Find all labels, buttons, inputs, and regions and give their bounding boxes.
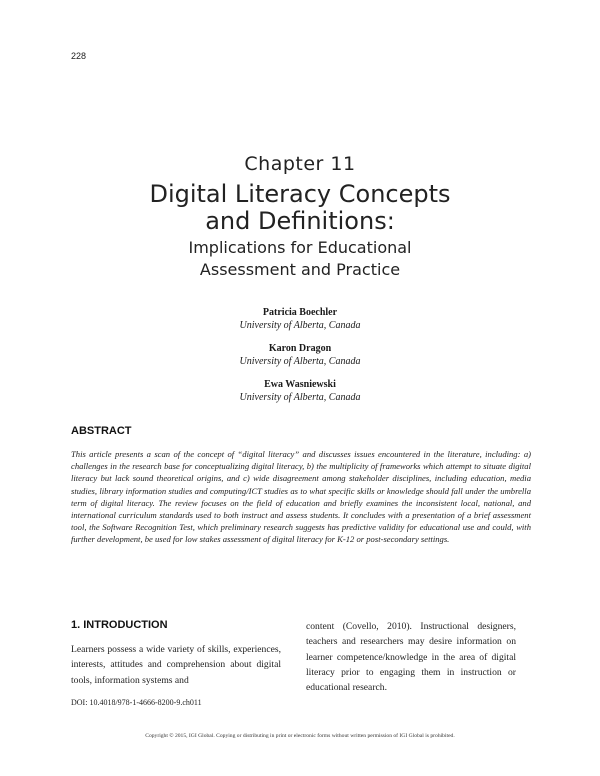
chapter-subtitle-line: Assessment and Practice [199,260,401,279]
author-affiliation: University of Alberta, Canada [239,320,361,331]
author-affiliation: University of Alberta, Canada [239,356,361,367]
chapter-title [0,181,600,235]
author-affiliation: University of Alberta, Canada [239,392,361,403]
chapter-subtitle [0,237,600,281]
author-block [0,306,600,332]
introduction-heading: 1. INTRODUCTION [71,619,168,631]
abstract-heading: ABSTRACT [71,425,132,437]
author-name: Ewa Wasniewski [264,379,336,390]
chapter-title-line: and Definitions: [205,207,395,235]
author-block [0,378,600,404]
chapter-title-line: Digital Literacy Concepts [149,180,451,208]
abstract-text: This article presents a scan of the concept of “digital literacy” and discusses issues encountered in the literature, including: a) challenges in the research base for conceptualizing digital literacy, b) the multiplicity of frameworks which attempt to situate digital literacy but lack sound theoretical origins, and c) wide disagreement among stakeholder disciplines, including education, media studies, library information studies and computing/ICT studies as to what specific skills or knowledge should fall under the umbrella term of digital literacy. The review focuses on the field of education and briefly examines the inconsistent local, national, and international curriculum standards used to both instruct and assess students. It concludes with a presentation of a brief assessment tool, the Software Recognition Test, which preliminary research suggests has predictive validity for educational use and could, with further development, be used for low stakes assessment of digital literacy for K-12 or post-secondary settings. [71,449,531,545]
author-name: Patricia Boechler [262,307,338,318]
doi: DOI: 10.4018/978-1-4666-8200-9.ch011 [71,698,202,707]
chapter-label: Chapter 11 [244,153,356,175]
copyright-notice: Copyright © 2015, IGI Global. Copying or distributing in print or electronic forms without written permission of IGI Global is prohibited. [145,733,455,739]
page-number: 228 [71,51,87,61]
author-name: Karon Dragon [268,343,332,354]
chapter-subtitle-line: Implications for Educational [188,238,412,257]
author-block [0,342,600,368]
introduction-right-column: content (Covello, 2010). Instructional designers, teachers and researchers may desire information on learner competence/knowledge in the area of digital literacy prior to engaging them in instruction or educational research. [306,621,516,694]
introduction-left-column: Learners possess a wide variety of skills, experiences, interests, attitudes and comprehension about digital tools, information systems and [71,644,281,686]
